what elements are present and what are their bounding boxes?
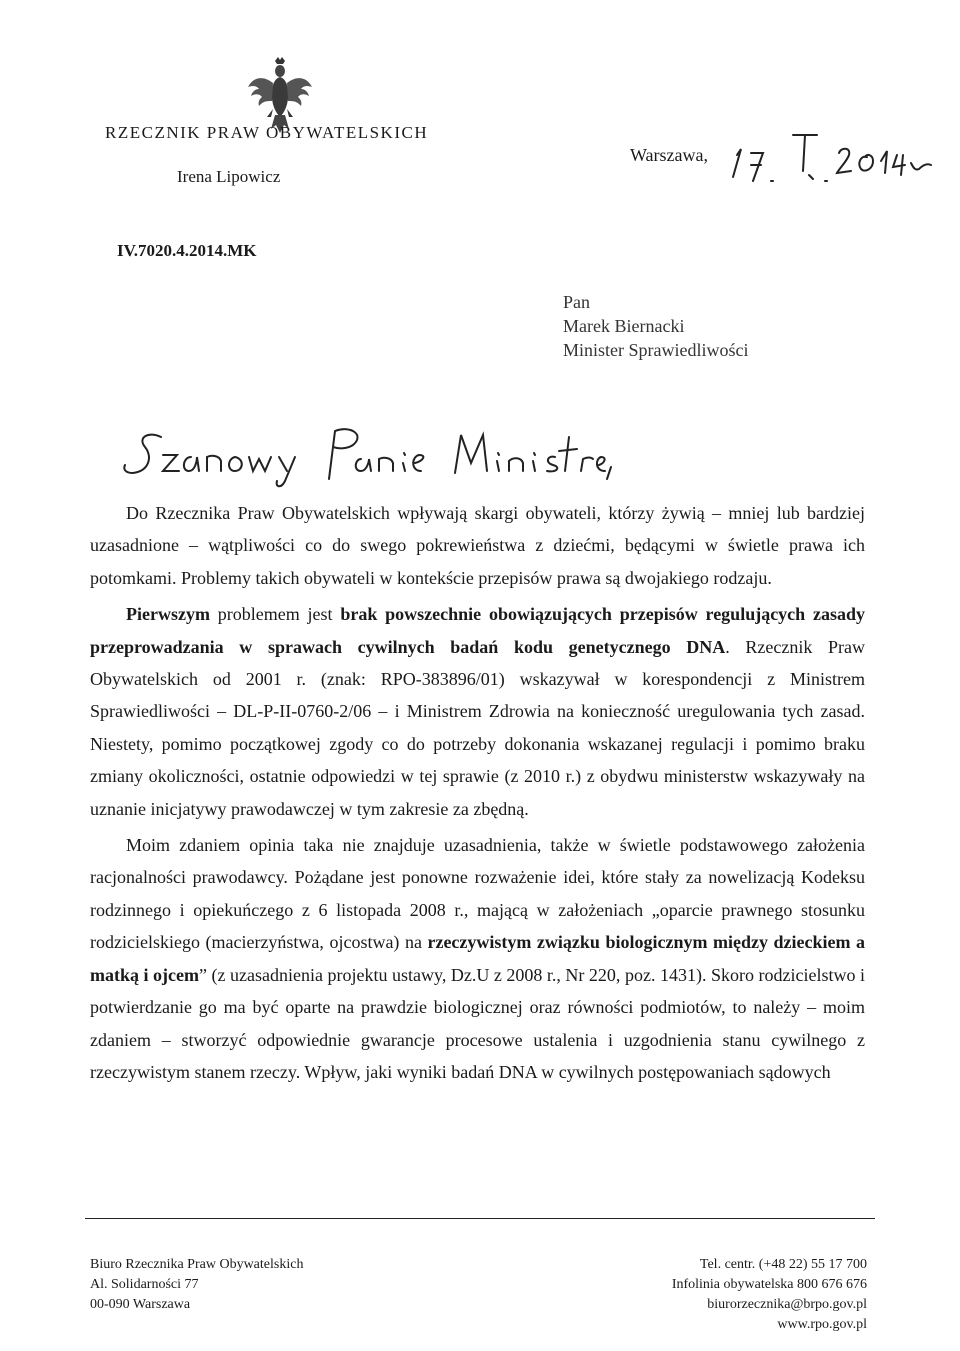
p2-text-1: problemem jest [209,604,341,625]
footer-divider [85,1218,875,1219]
city-label: Warszawa, [630,145,709,165]
footer-address [90,1255,303,1315]
paragraph-2 [90,598,865,825]
footer-hotline: Infolinia obywatelska 800 676 676 [671,1277,867,1292]
footer-phone: Tel. centr. (+48 22) 55 17 700 [699,1257,867,1272]
p2-bold-first: Pierwszym [126,604,210,625]
p3-text-2: ” (z uzasadnienia projektu ustawy, Dz.U z 2008 r., Nr 220, poz. 1431). Skoro rodzicielstwo i potwierdzanie go ma być oparte na prawdzie biologicznej oraz równości podmiotów, to należy – moim zdaniem – stworzyć odpowiednie gwarancje procesowe ustalenia i uzgodnienia stanu cywilnego z rzeczywistym stanem rzeczy. Wpływ, jaki wyniki badań DNA w cywilnych postępowaniach sądowych [90,964,865,1082]
addressee-salutation: Pan [563,292,590,312]
handwritten-date [715,115,955,195]
footer-office: Biuro Rzecznika Praw Obywatelskich [90,1257,304,1272]
p2-text-2: . Rzecznik Praw Obywatelskich od 2001 r. (znak: RPO-383896/01) wskazywał w korespondencji z Ministrem Sprawiedliwości – DL-P-II-0760-2/06 – i Ministrem Zdrowia na konieczność uregulowania tych zasad. Niestety, pomimo początkowej zgody co do potrzeby dokonania wskazanej regulacji i pomimo braku zmiany okoliczności, ostatnie odpowiedzi w tej sprawie (z 2010 r.) z obydwu ministerstw wskazywały na uznanie inicjatywy prawodawczej w tym zakresie za zbędną. [90,636,865,819]
footer-contact [560,1255,867,1335]
footer-email: biurorzecznika@brpo.gov.pl [707,1297,867,1312]
addressee-title: Minister Sprawiedliwości [563,340,749,360]
p2-bold-main: brak powszechnie obowiązujących przepisów regulujących zasady przeprowadzania w sprawach cywilnych badań kodu genetycznego DNA [90,604,865,657]
letter-body [90,497,865,1088]
reference-number: IV.7020.4.2014.MK [117,241,257,260]
paragraph-1: Do Rzecznika Praw Obywatelskich wpływają skargi obywateli, którzy żywią – mniej lub bardziej uzasadnione – wątpliwości co do swego pokrewieństwa z dziećmi, będącymi w świetle prawa ich potomkami. Problemy takich obywateli w kontekście przepisów prawa są dwojakiego rodzaju. [90,503,865,588]
paragraph-3 [90,829,865,1088]
institution-name: RZECZNIK PRAW OBYWATELSKICH [105,123,429,142]
footer-website: www.rpo.gov.pl [777,1317,867,1332]
p3-text-1: Moim zdaniem opinia taka nie znajduje uzasadnienia, także w świetle podstawowego założenia racjonalności prawodawcy. Pożądane jest ponowne rozważenie idei, które stały za nowelizacją Kodeksu rodzinnego i opiekuńczego z 6 listopada 2008 r., mającą w założeniach „oparcie prawnego stosunku rodzicielskiego (macierzyństwa, ojcostwa) na [90,835,865,953]
handwritten-greeting [115,415,615,495]
footer-street: Al. Solidarności 77 [90,1277,199,1292]
ombudsman-name: Irena Lipowicz [177,167,281,186]
addressee-block [563,290,748,362]
addressee-name: Marek Biernacki [563,316,685,336]
p3-bold: rzeczywistym związku biologicznym między dzieckiem a matką i ojcem [90,932,865,985]
footer-postcode: 00-090 Warszawa [90,1297,191,1312]
